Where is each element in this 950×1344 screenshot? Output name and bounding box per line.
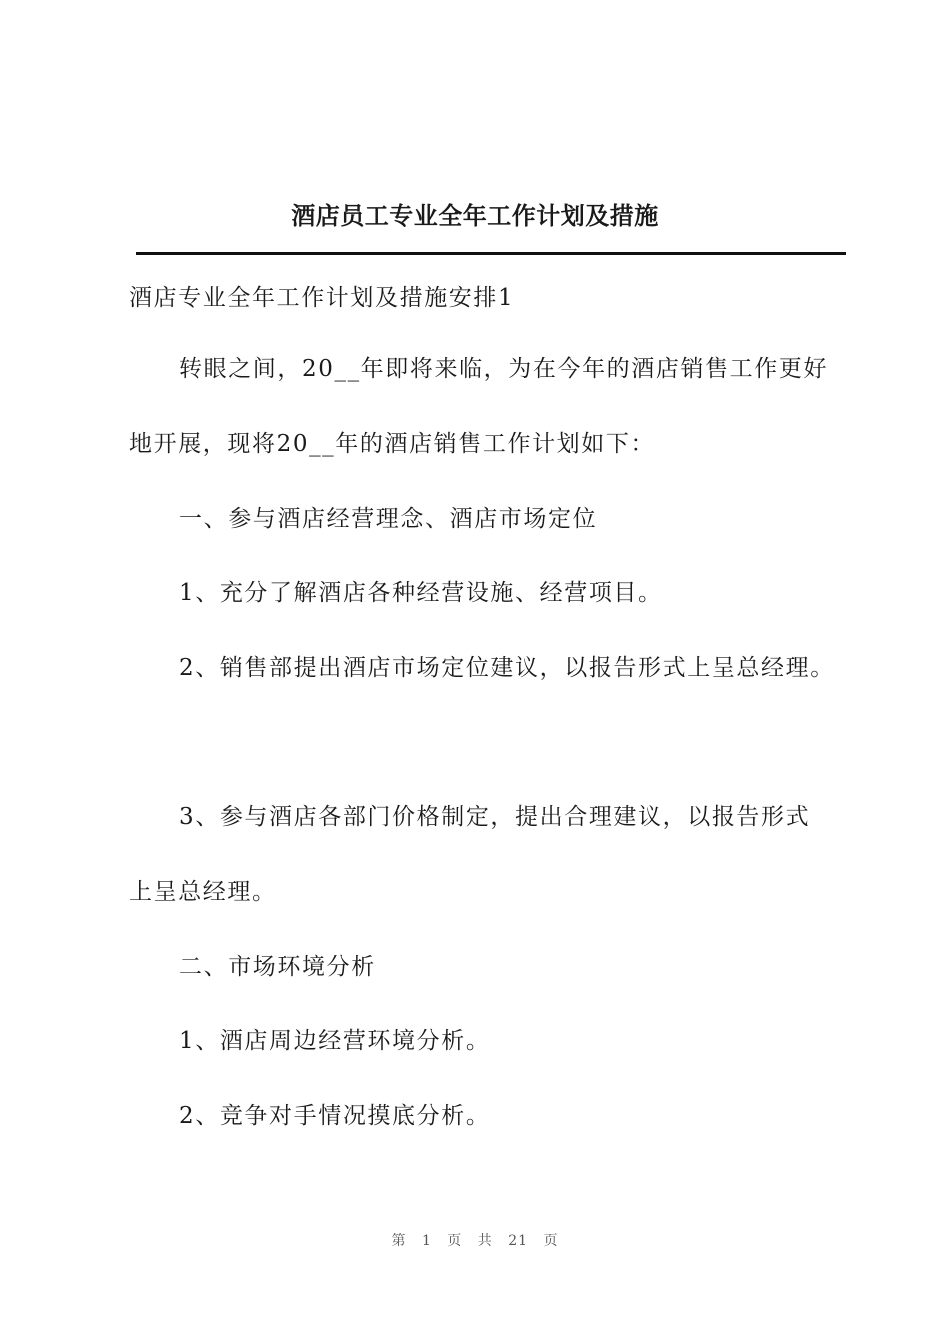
document-title: 酒店员工专业全年工作计划及措施: [291, 201, 659, 230]
title-divider: [136, 252, 846, 255]
list-item-continuation: 上呈总经理。: [129, 879, 277, 905]
section-heading: 酒店专业全年工作计划及措施安排1: [129, 285, 515, 311]
list-item: 1、充分了解酒店各种经营设施、经营项目。: [179, 580, 663, 606]
list-item: 1、酒店周边经营环境分析。: [179, 1028, 491, 1054]
list-item: 3、参与酒店各部门价格制定，提出合理建议，以报告形式: [179, 804, 811, 830]
page-number: 第 1 页 共 21 页: [391, 1233, 559, 1249]
list-heading: 一、参与酒店经营理念、酒店市场定位: [179, 506, 598, 532]
list-item: 2、销售部提出酒店市场定位建议，以报告形式上呈总经理。: [179, 655, 835, 681]
paragraph-line: 转眼之间，20__年即将来临，为在今年的酒店销售工作更好: [179, 356, 829, 382]
list-item: 2、竞争对手情况摸底分析。: [179, 1103, 491, 1129]
list-heading: 二、市场环境分析: [179, 954, 376, 980]
paragraph-line: 地开展，现将20__年的酒店销售工作计划如下：: [129, 431, 656, 457]
